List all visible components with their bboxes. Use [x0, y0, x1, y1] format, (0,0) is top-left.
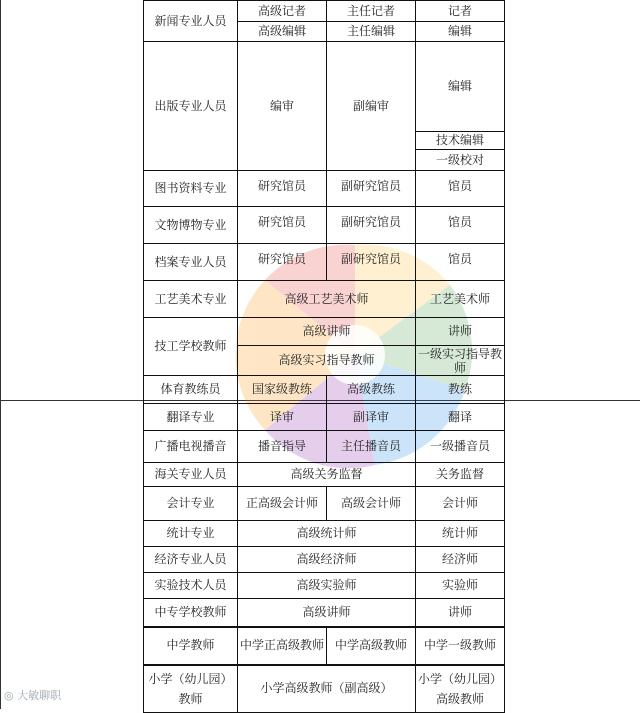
category-cell: 文物博物专业 — [144, 207, 238, 244]
title-cell: 副研究馆员 — [327, 207, 416, 244]
title-cell: 主任编辑 — [327, 22, 416, 42]
title-cell: 研究馆员 — [238, 244, 327, 281]
title-cell: 讲师 — [416, 318, 505, 346]
title-cell: 高级实习指导教师 — [238, 346, 416, 376]
title-cell: 馆员 — [416, 244, 505, 281]
title-cell: 高级关务监督 — [238, 463, 416, 487]
category-cell: 小学（幼儿园）教师 — [144, 665, 238, 713]
title-cell: 国家级教练 — [238, 376, 327, 404]
title-cell: 高级教练 — [327, 376, 416, 404]
title-cell: 一级校对 — [416, 150, 505, 171]
title-cell: 副研究馆员 — [327, 171, 416, 207]
category-cell: 出版专业人员 — [144, 42, 238, 171]
title-cell: 教练 — [416, 376, 505, 404]
title-cell: 技术编辑 — [416, 132, 505, 150]
title-cell: 播音指导 — [238, 431, 327, 463]
footer-brand — [4, 687, 61, 703]
footer-brand-label: 大敏聊职 — [17, 689, 62, 702]
title-cell: 高级统计师 — [238, 521, 416, 547]
title-cell: 统计师 — [416, 521, 505, 547]
title-cell: 小学（幼儿园）高级教师 — [416, 665, 505, 713]
title-cell: 主任播音员 — [327, 431, 416, 463]
title-cell: 高级编辑 — [238, 22, 327, 42]
category-cell: 体育教练员 — [144, 376, 238, 404]
category-cell: 广播电视播音 — [144, 431, 238, 463]
title-cell: 高级记者 — [238, 1, 327, 22]
category-cell: 工艺美术专业 — [144, 281, 238, 318]
category-cell: 会计专业 — [144, 487, 238, 521]
title-cell: 实验师 — [416, 573, 505, 599]
title-cell: 高级实验师 — [238, 573, 416, 599]
category-cell: 图书资料专业 — [144, 171, 238, 207]
category-cell: 统计专业 — [144, 521, 238, 547]
category-cell: 中专学校教师 — [144, 599, 238, 627]
title-cell: 会计师 — [416, 487, 505, 521]
title-cell: 小学高级教师（副高级） — [238, 665, 416, 713]
title-cell: 副译审 — [327, 404, 416, 431]
title-cell: 高级讲师 — [238, 318, 416, 346]
category-cell: 实验技术人员 — [144, 573, 238, 599]
title-cell: 副编审 — [327, 42, 416, 171]
title-cell: 工艺美术师 — [416, 281, 505, 318]
title-cell: 译审 — [238, 404, 327, 431]
title-cell: 一级播音员 — [416, 431, 505, 463]
title-table — [143, 0, 505, 713]
title-cell: 馆员 — [416, 207, 505, 244]
title-cell: 高级会计师 — [327, 487, 416, 521]
weibo-icon: ◎ — [4, 689, 14, 702]
category-cell: 经济专业人员 — [144, 547, 238, 573]
category-cell: 档案专业人员 — [144, 244, 238, 281]
title-cell: 记者 — [416, 1, 505, 22]
title-cell: 中学正高级教师 — [238, 627, 327, 665]
title-cell: 关务监督 — [416, 463, 505, 487]
title-cell: 研究馆员 — [238, 207, 327, 244]
category-cell: 新闻专业人员 — [144, 1, 238, 42]
title-cell: 馆员 — [416, 171, 505, 207]
page-edge-line — [0, 0, 1, 709]
title-cell: 一级实习指导教师 — [416, 346, 505, 376]
title-cell: 主任记者 — [327, 1, 416, 22]
category-cell: 海关专业人员 — [144, 463, 238, 487]
title-cell: 编辑 — [416, 42, 505, 132]
title-cell: 正高级会计师 — [238, 487, 327, 521]
title-cell: 副研究馆员 — [327, 244, 416, 281]
category-cell: 技工学校教师 — [144, 318, 238, 376]
category-cell: 翻译专业 — [144, 404, 238, 431]
title-cell: 讲师 — [416, 599, 505, 627]
title-cell: 经济师 — [416, 547, 505, 573]
title-cell: 研究馆员 — [238, 171, 327, 207]
title-cell: 高级经济师 — [238, 547, 416, 573]
title-cell: 编辑 — [416, 22, 505, 42]
title-cell: 高级讲师 — [238, 599, 416, 627]
category-cell: 中学教师 — [144, 627, 238, 665]
title-cell: 高级工艺美术师 — [238, 281, 416, 318]
title-cell: 中学一级教师 — [416, 627, 505, 665]
title-cell: 编审 — [238, 42, 327, 171]
title-cell: 翻译 — [416, 404, 505, 431]
title-cell: 中学高级教师 — [327, 627, 416, 665]
